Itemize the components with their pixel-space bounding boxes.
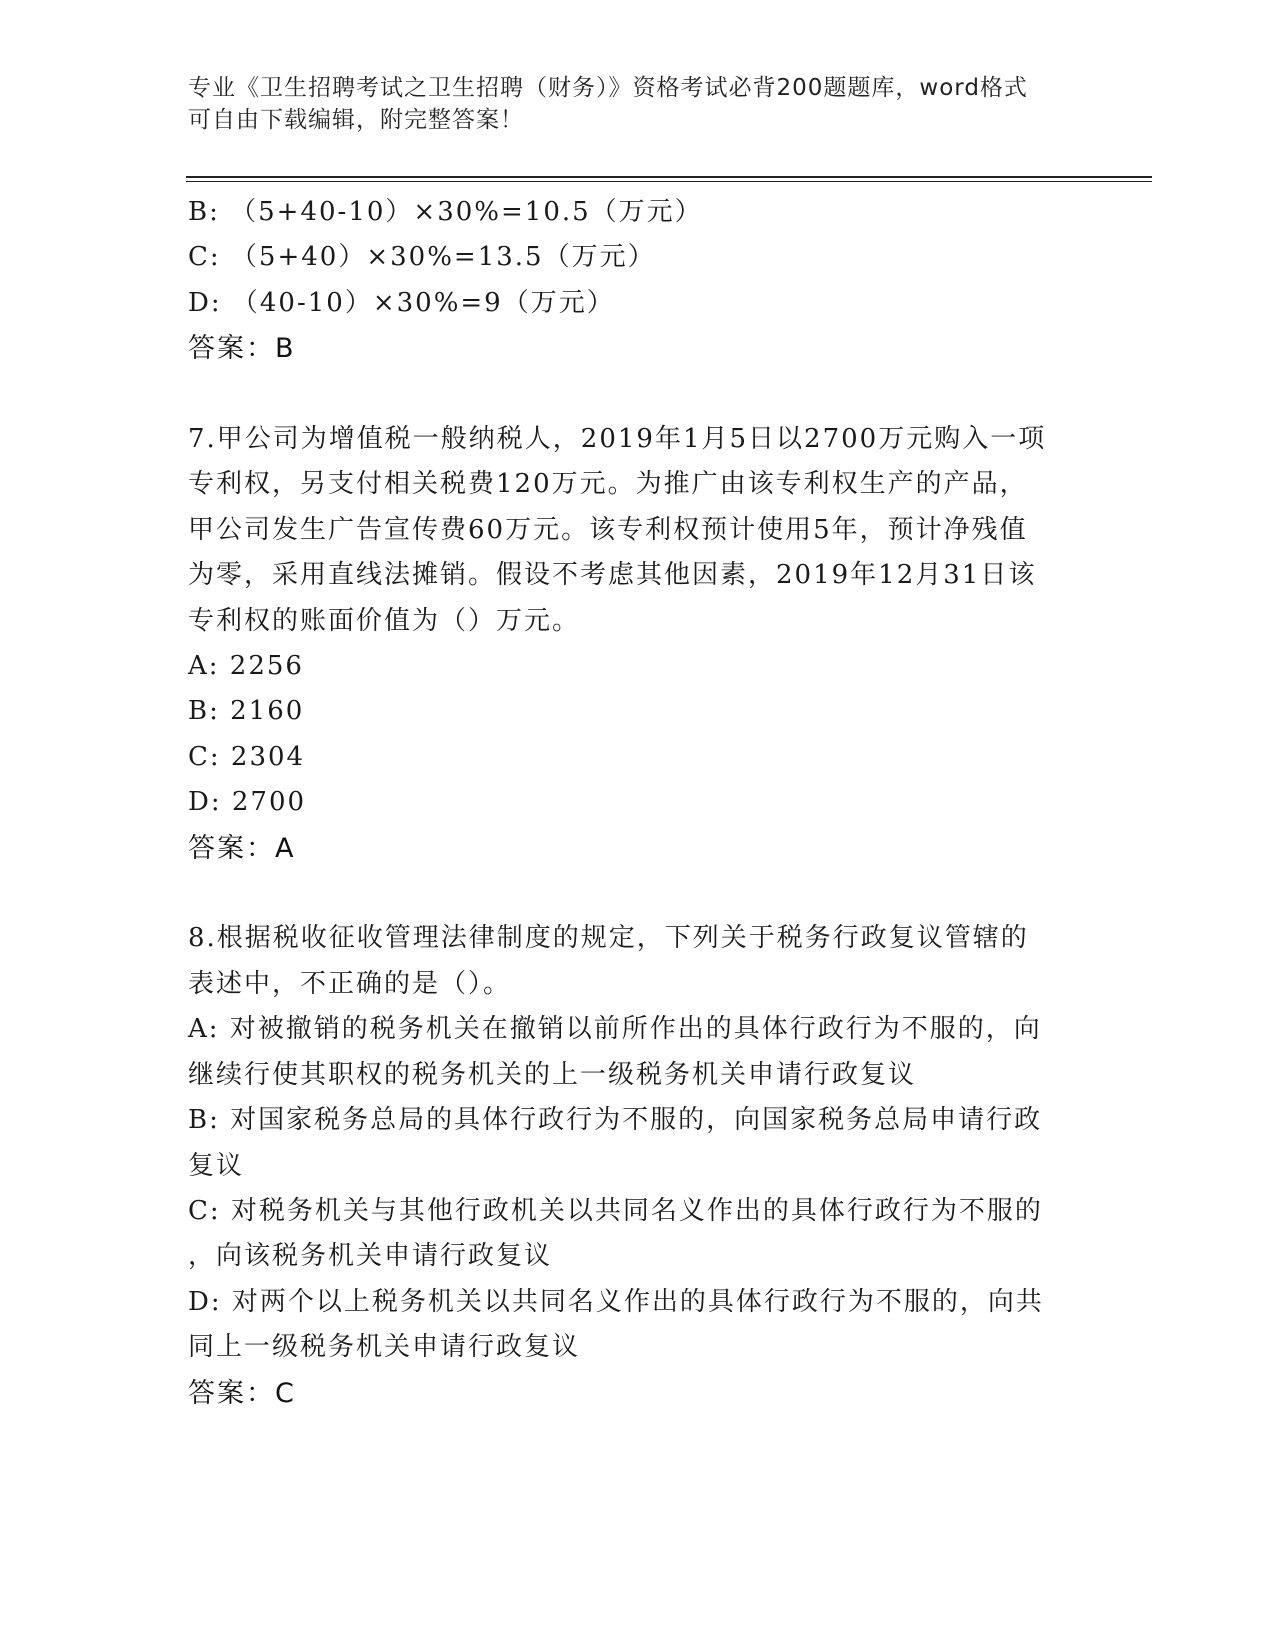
question-text-line: 为零，采用直线法摊销。假设不考虑其他因素，2019年12月31日该 [188, 560, 1037, 591]
question-text-line: 7.甲公司为增值税一般纳税人，2019年1月5日以2700万元购入一项 [188, 424, 1047, 455]
previous-question [188, 190, 1088, 372]
question-text-line: 专利权，另支付相关税费120万元。为推广由该专利权生产的产品， [188, 469, 1028, 500]
question-text-line: 甲公司发生广告宣传费60万元。该专利权预计使用5年，预计净残值 [188, 514, 1028, 545]
option-a: A: 2256 [188, 651, 304, 682]
option-d: D: 2700 [188, 787, 307, 818]
answer-line: 答案：A [188, 832, 296, 864]
option-a-line-1: A: 对被撤销的税务机关在撤销以前所作出的具体行政行为不服的，向 [188, 1014, 1042, 1045]
header-title-line-2: 可自由下载编辑，附完整答案！ [188, 107, 524, 133]
option-d-line-2: 同上一级税务机关申请行政复议 [188, 1332, 581, 1363]
option-c: C: 2304 [188, 741, 306, 772]
option-c-line-1: C: 对税务机关与其他行政机关以共同名义作出的具体行政行为不服的 [188, 1195, 1043, 1226]
option-d-line-1: D: 对两个以上税务机关以共同名义作出的具体行政行为不服的，向共 [188, 1286, 1044, 1317]
option-b: B: 2160 [188, 696, 305, 727]
question-text-line: 8.根据税收征收管理法律制度的规定，下列关于税务行政复议管辖的 [188, 923, 1029, 954]
answer-line: 答案：B [188, 333, 296, 365]
spacer [188, 871, 1088, 916]
option-b-line-1: B: 对国家税务总局的具体行政行为不服的，向国家税务总局申请行政 [188, 1105, 1043, 1136]
question-7 [188, 417, 1088, 871]
spacer [188, 372, 1088, 417]
question-text-line: 表述中，不正确的是（）。 [188, 968, 512, 999]
option-b: B: （5+40-10）×30%=10.5（万元） [188, 197, 703, 227]
answer-line: 答案：C [188, 1377, 296, 1409]
header-divider-thick [186, 176, 1152, 178]
option-b-line-2: 复议 [188, 1150, 245, 1181]
option-a-line-2: 继续行使其职权的税务机关的上一级税务机关申请行政复议 [188, 1059, 917, 1090]
option-c-line-2: ，向该税务机关申请行政复议 [188, 1241, 553, 1272]
document-body [188, 190, 1088, 1416]
option-c: C: （5+40）×30%=13.5（万元） [188, 242, 656, 273]
question-8 [188, 916, 1088, 1415]
question-text-line: 专利权的账面价值为（）万元。 [188, 605, 581, 636]
header-title-line-1: 专业《卫生招聘考试之卫生招聘（财务）》资格考试必背200题题库，word格式 [188, 75, 1028, 101]
document-header [188, 72, 1088, 136]
option-d: D: （40-10）×30%=9（万元） [188, 287, 615, 318]
header-divider-thin [186, 181, 1152, 182]
